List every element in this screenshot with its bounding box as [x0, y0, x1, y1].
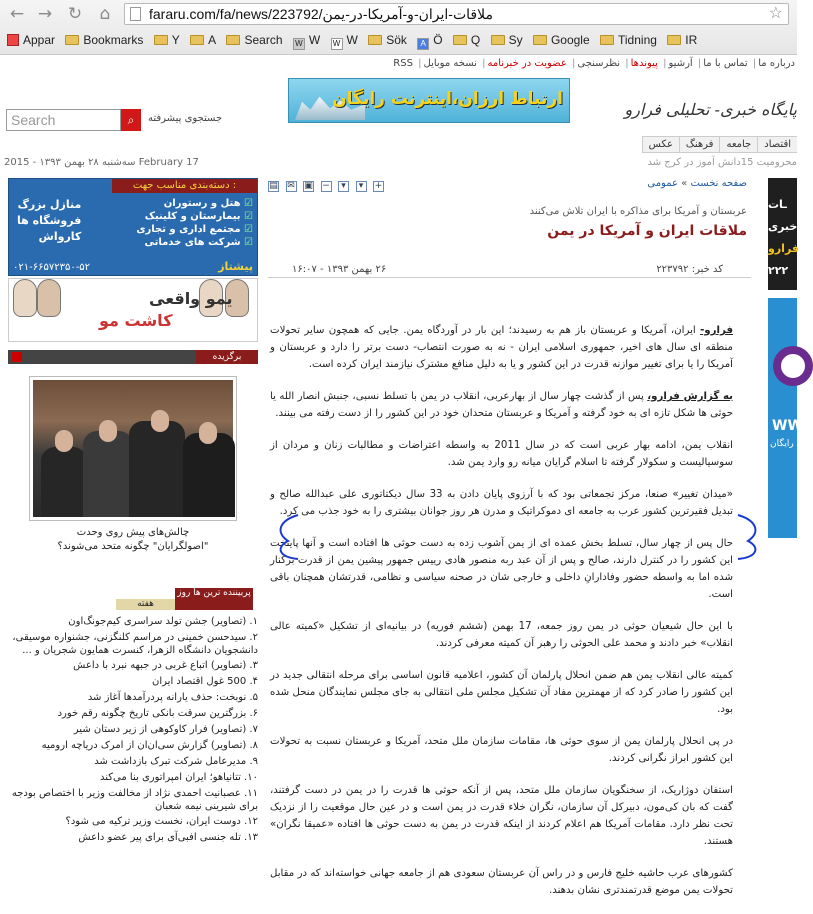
bookmark-folder[interactable]: Search: [226, 29, 282, 51]
article-tools: [268, 178, 387, 192]
photo-caption-title[interactable]: "اصولگرایان" چگونه متحد می‌شوند؟: [57, 541, 209, 552]
cat-economy[interactable]: اقتصاد: [757, 137, 797, 152]
ad2-line2: کاشت مو: [99, 311, 173, 330]
list-item[interactable]: ۹. مدیرعامل شرکت تبرک بازداشت شد: [94, 756, 258, 767]
list-item[interactable]: ۸. (تصاویر) گزارش سی‌ان‌ان از امرک دریاچه ارومیه: [41, 740, 258, 751]
bookmarks-bar: [0, 29, 797, 51]
bookmark-wiki[interactable]: W W: [331, 29, 358, 51]
nav-poll[interactable]: نظرسنجی: [577, 58, 621, 69]
news-code: کد خبر: ۲۲۳۷۹۲: [656, 264, 723, 275]
save-icon[interactable]: ▣: [304, 181, 313, 191]
paragraph: به گزارش فرارو، پس از گذشت چهار سال از بهارعربی، انقلاب در یمن با تسلط نسبی، جنبش انصار الله یا حوثی ها شکل تازه ای به خود گرفته و آمریکا و عربستان متحدان خود در این کشور را از دست رفته می بینند.: [270, 391, 734, 419]
ad-item: ☑ هتل و رستوران: [136, 197, 253, 210]
paragraph: کشورهای عرب حاشیه خلیج فارس و در راس آن عربستان سعودی هم از جامعه جهانی خواسته‌اند که در مقابل تحولات یمن موضع قدرتمندتری نشان بدهند.: [270, 868, 733, 896]
search-icon[interactable]: ⌕: [121, 109, 141, 131]
article-subtitle: عربستان و آمریکا برای مذاکره با ایران تلاش می‌کنند: [529, 206, 747, 217]
logo-ring: [773, 346, 813, 386]
folder-icon: [226, 35, 240, 45]
section-header-featured: [8, 350, 258, 364]
paragraph: با این حال شیعیان حوثی در یمن روز جمعه، 17 بهمن (ششم فوریه) در بیانیه‌ای از تشکیل «کمیته عالی انقلاب» خبر دادند و محمد علی الحوثی را رهبر آن کمیته معرفی کردند.: [270, 621, 733, 649]
ad-header: دسته‌بندی مناسب جهت :: [112, 179, 257, 193]
list-item[interactable]: ۶. بزرگترین سرقت بانکی تاریخ چگونه رقم خورد: [57, 708, 258, 719]
nav-links[interactable]: پیوندها: [630, 58, 658, 69]
wikipedia-icon: W: [331, 38, 343, 50]
bookmark-apps[interactable]: Appar: [7, 29, 55, 51]
bookmark-folder[interactable]: IR: [667, 29, 697, 51]
chevron-down-icon[interactable]: ▾: [356, 181, 367, 192]
article-meta: [268, 264, 751, 278]
font-decrease-icon[interactable]: −: [322, 181, 330, 191]
folder-icon: [190, 35, 204, 45]
browser-chrome: [0, 0, 797, 55]
search-input[interactable]: Search: [6, 109, 121, 131]
article-title: ملاقات ایران و آمریکا در یمن: [547, 223, 747, 239]
bookmark-folder[interactable]: Sök: [368, 29, 407, 51]
list-item[interactable]: ۱۱. عصبانیت احمدی نژاد از مخالفت وزیر با اختصاص بودجه برای شیرینی نیمه شعبان: [11, 788, 258, 812]
nav-archive[interactable]: آرشیو: [668, 58, 693, 69]
bookmark-folder[interactable]: Y: [154, 29, 180, 51]
paragraph: کمیته عالی انقلاب یمن هم ضمن انحلال پارلمان آن کشور، اعلامیه قانون اساسی برای مرحله انتقالی جدید در این کشور را صادر کرد که از مهمترین مفاد آن تشکیل مجلس ملی انتقالی به جای مجلس نمایندگان منحل شده بود.: [270, 670, 733, 715]
bookmark-folder[interactable]: Bookmarks: [65, 29, 143, 51]
section-label: برگزیده: [196, 350, 258, 364]
hand-drawn-bracket-right: [734, 511, 768, 561]
photo-caption-kicker: چالش‌های پیش روی وحدت: [76, 527, 190, 538]
article-body: [270, 322, 733, 914]
ad-hair-transplant[interactable]: [8, 278, 258, 342]
home-icon[interactable]: ⌂: [99, 4, 111, 24]
nav-contact[interactable]: تماس با ما: [703, 58, 748, 69]
ad-item: ☑ شرکت های خدماتی: [136, 236, 253, 249]
top-nav: درباره ما| تماس با ما| آرشیو| پیوندها| نظرسنجی| عضویت در خبرنامه| نسخه موبایل| RSS: [393, 58, 795, 69]
breadcrumb-separator: »: [681, 178, 688, 189]
list-item[interactable]: ۵. نوبخت: حذف یارانه پردرآمدها آغاز شد: [87, 692, 258, 703]
breadcrumb-category[interactable]: عمومی: [647, 178, 678, 189]
photo-image: [33, 380, 233, 517]
tab-day[interactable]: پربیننده ترین ها روز: [175, 588, 253, 610]
apps-grid-icon: [7, 34, 19, 46]
paragraph: «میدان تغییر» صنعا، مرکز تجمعاتی بود که با آرزوی پایان دادن به 33 سال دیکتاتوری علی عبدالله صالح و تبدیل فقیرترین کشور عرب به جامعه ای دموکراتیک و مدرن هر روز جوانان بیشتری را به خود جذب می کرد.: [270, 489, 733, 517]
featured-photo[interactable]: [29, 376, 237, 521]
news-ticker[interactable]: محرومیت 15دانش آموز در کرج شد: [647, 157, 797, 168]
folder-icon: [600, 35, 614, 45]
most-viewed-tabs: [116, 588, 253, 610]
banner-text: ارتباط ارزان،اینترنت رایگان: [332, 89, 563, 109]
font-increase-icon[interactable]: +: [374, 181, 383, 191]
folder-icon: [453, 35, 467, 45]
list-item[interactable]: ۱۰. تتانیاهو؛ ایران امپراتوری بنا می‌کند: [100, 772, 258, 783]
breadcrumb-home[interactable]: صفحه نخست: [690, 178, 747, 189]
folder-icon: [667, 35, 681, 45]
site-logo[interactable]: پایگاه خبری- تحلیلی فرارو: [624, 100, 797, 119]
list-item[interactable]: ۱۲. دوست ایران، نخست وزیر ترکیه می شود؟: [65, 816, 258, 827]
address-text: fararu.com/fa/news/223792/ملاقات-ایران-و-آمریکا-در-یمن: [149, 6, 493, 22]
wikipedia-icon: W: [293, 38, 305, 50]
star-icon[interactable]: ☆: [768, 5, 783, 22]
bookmark-folder[interactable]: Sy: [491, 29, 523, 51]
date-bar: [0, 155, 797, 171]
cat-society[interactable]: جامعه: [719, 137, 757, 152]
forward-icon[interactable]: →: [37, 4, 53, 24]
bookmark-folder[interactable]: Q: [453, 29, 480, 51]
list-item[interactable]: ۳. (تصاویر) اتباع غربی در جبهه نبرد با داعش: [73, 660, 258, 671]
list-item[interactable]: ۲. سیدحسن خمینی در مراسم کلنگزنی، جشنواره موسیقی، دانشجویان دانشگاه الزهرا، کنسرت همایون شجریان و ...: [12, 632, 258, 656]
date-text: سه‌شنبه ۲۸ بهمن ۱۳۹۳ - 2015 February 17: [4, 157, 199, 168]
cat-culture[interactable]: فرهنگ: [679, 137, 720, 152]
ad-left-list: منازل بزرگ فروشگاه ها کارواش: [17, 198, 82, 243]
list-item[interactable]: ۷. (تصاویر) فرار کاوکوهی از زیر دستان شیر: [73, 724, 258, 735]
right-ad-blue[interactable]: WW رایگان: [768, 298, 797, 538]
publish-date: ۲۶ بهمن ۱۳۹۳ - ۱۶:۰۷: [292, 264, 387, 275]
ad-phone: ۰۲۱-۶۶۵۷۲۳۵۰-۵۲: [13, 262, 91, 273]
nav-about[interactable]: درباره ما: [758, 58, 795, 69]
back-icon[interactable]: ←: [9, 4, 25, 24]
left-sidebar: [8, 178, 258, 846]
page-icon: [130, 7, 141, 21]
ad-pishtaz[interactable]: [8, 178, 258, 276]
folder-icon: [154, 35, 168, 45]
ad-item: ☑ مجتمع اداری و تجاری: [136, 223, 253, 236]
nav-mobile[interactable]: نسخه موبایل: [423, 58, 477, 69]
ad-brand: پیشتاز: [218, 260, 253, 273]
paragraph: استفان دوژاریک، از سخنگویان سازمان ملل متحد، پس از آنکه حوثی ها قدرت را در یمن در دست گرفتند، گفت که بان کی‌مون، دبیرکل آن سازمان، نگران خلاء قدرت در یمن است و در عین حال موقعیت را از نزدیک تحت نظر دارد. مقامات آمریکا هم اعلام کردند از اینکه قدرت در یمن به دست حوثی ها افتاده «عمیقا نگران» هستند.: [270, 785, 733, 847]
right-ad-dark[interactable]: ـات خبری فرارو ۲۲۲: [768, 178, 797, 290]
advanced-search-link[interactable]: جستجوی پیشرفته: [148, 113, 223, 124]
cat-photo[interactable]: عکس: [642, 137, 679, 152]
nav-rss[interactable]: RSS: [393, 58, 413, 69]
most-viewed-list: [8, 614, 258, 846]
folder-icon: [368, 35, 382, 45]
list-item[interactable]: ۱۳. تله جنسی افبی‌آی برای پیر عضو داعش: [78, 832, 258, 843]
breadcrumb: [647, 178, 747, 189]
head-icon: [37, 279, 61, 317]
reload-icon[interactable]: ↻: [67, 4, 83, 24]
print-icon[interactable]: ▤: [269, 181, 278, 191]
folder-icon: [491, 35, 505, 45]
bookmark-folder[interactable]: Google: [533, 29, 590, 51]
folder-icon: [533, 35, 547, 45]
section-icon: [12, 352, 22, 362]
paragraph: انقلاب یمن، ادامه بهار عربی است که در سال 2011 به واسطه اعتراضات و مطالبات زنان و مردان از سوسیالیست و سکولار گرفته تا اسلام گرایان میانه رو وارد یمن شد.: [270, 440, 733, 468]
ad-item: ☑ بیمارستان و کلینیک: [136, 210, 253, 223]
bookmark-wiki[interactable]: W W: [293, 29, 320, 51]
hand-drawn-bracket-left: [268, 511, 304, 561]
paragraph: فرارو- ایران، آمریکا و عربستان باز هم به رسیدند؛ این بار در آوردگاه یمن. جایی که همچون سایر تحولات منطقه ای سال های اخیر، جمهوری اسلامی ایران - نه به صورت انتصاب- دست برتر را دارد و عربستان و آمریکا را یا برای تغییر موازنه قدرت در این کشور و یا به دلیل منافع مشترک نیازمند ایران کرده است.: [270, 325, 733, 370]
list-item[interactable]: ۴. 500 غول اقتصاد ایران: [152, 676, 258, 687]
list-item[interactable]: ۱. (تصاویر) جشن تولد سراسری کیم‌جونگ‌اون: [68, 616, 258, 627]
ad2-line1: یمو واقعی: [149, 289, 233, 308]
chevron-down-icon[interactable]: ▾: [338, 181, 349, 192]
ad-banner[interactable]: [288, 78, 570, 123]
nav-newsletter[interactable]: عضویت در خبرنامه: [487, 58, 567, 69]
bookmark-folder[interactable]: Tidning: [600, 29, 657, 51]
webpage: [0, 56, 803, 910]
paragraph: حال پس از چهار سال، تسلط بخش عمده ای از یمن آشوب زده به دست حوثی ها افتاده است و آنها پایتخت این کشور را در کنترل دارند، صالح و پس از آن عبد ربه منصور هادی رییس جمهور پیشین یمن از قدرت برکنار شده اما به واسطه حضور وفادارانِ داخلی و خارجی شان در صحنه سیاسی و نظامی، قدرتشان همچنان باقی است.: [270, 538, 733, 600]
source-label: به گزارش فرارو،: [647, 391, 734, 402]
source-label: فرارو-: [700, 325, 733, 336]
head-icon: [13, 279, 37, 317]
email-icon[interactable]: ✉: [287, 181, 295, 191]
paragraph: در پی انحلال پارلمان یمن از سوی حوثی ها، مقامات سازمان ملل متحد، آمریکا و عربستان نسبت به تحولات این کشور ابراز نگرانی کردند.: [270, 736, 733, 764]
bookmark-folder[interactable]: A: [190, 29, 216, 51]
right-sidebar: [768, 178, 803, 910]
translate-icon: A: [417, 38, 429, 50]
category-nav: [642, 136, 797, 153]
tab-week[interactable]: هفته: [116, 599, 175, 610]
folder-icon: [65, 35, 79, 45]
address-bar[interactable]: [124, 3, 789, 25]
bookmark-translate[interactable]: A Ö: [417, 29, 442, 51]
ad-list: [136, 197, 253, 249]
